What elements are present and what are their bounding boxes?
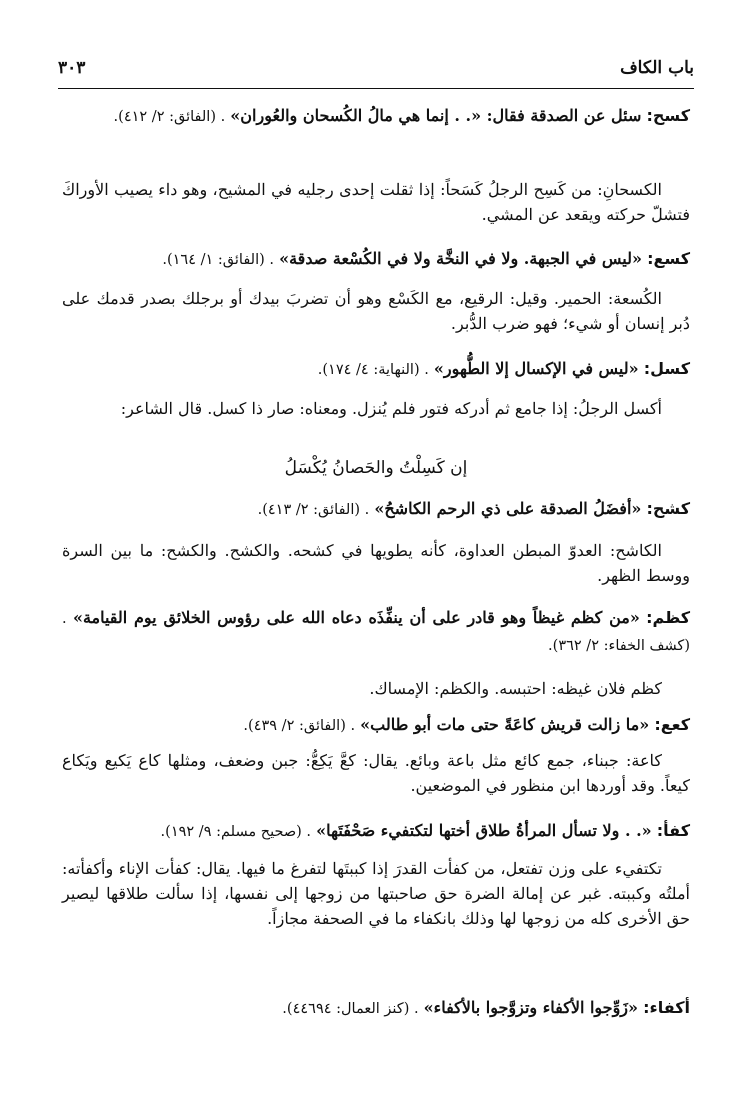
entry-akfaa xyxy=(62,995,690,1022)
entry-source: . (كشف الخفاء: ٢/ ٣٦٢). xyxy=(62,611,690,654)
entry-headword: كسع: xyxy=(647,249,690,268)
entry-source: . (الفائق: ١/ ١٦٤). xyxy=(162,252,274,268)
entry-quote: سئل عن الصدقة فقال: «. . إنما هي مالُ الكُسحان والعُوران» xyxy=(230,106,642,125)
entry-source: . (الفائق: ٢/ ٤٣٩). xyxy=(243,718,356,734)
entry-source: . (الفائق: ٢/ ٤١٣). xyxy=(257,502,370,518)
entry-kaaa xyxy=(62,712,690,739)
entry-source: . (كنز العمال: ٤٤٦٩٤). xyxy=(282,1001,419,1017)
entry-quote: «ليس في الجبهة. ولا في النخَّة ولا في الكُسْعة صدقة» xyxy=(279,249,642,268)
entry-explanation: الكاشح: العدوّ المبطن العداوة، كأنه يطويها في كشحه. والكشح. والكشح: ما بين السرة ووسط الظهر. xyxy=(62,541,690,585)
entry-kasaa xyxy=(62,246,690,273)
page-header xyxy=(58,54,694,84)
entry-kafaa xyxy=(62,818,690,845)
entry-explanation: الكُسعة: الحمير. وقيل: الرقيع، مع الكَسْع وهو أن تضربَ بيدك أو برجلك بصدر قدمك على دُبر إنسان أو شيء؛ فهو ضرب الدُّبر. xyxy=(62,289,690,333)
header-divider xyxy=(58,88,694,89)
entry-headword: كظم: xyxy=(646,608,690,627)
entry-explanation: كاعة: جبناء، جمع كائع مثل باعة وبائع. يقال: كعَّ يَكِعُّ: جبن وضعف، ومثلها كاع يَكيع ويَكاع كيعاً. وقد أوردها ابن منظور في الموضعين. xyxy=(62,751,690,795)
entry-kasila xyxy=(62,356,690,383)
entry-headword: كسل: xyxy=(643,359,690,378)
entry-quote: «ما زالت قريش كاعَةً حتى مات أبو طالب» xyxy=(360,715,650,734)
entry-source: . (الفائق: ٢/ ٤١٢). xyxy=(113,109,226,125)
chapter-title: باب الكاف xyxy=(620,58,694,78)
entry-quote: «زَوِّجوا الأكفاء وتزوَّجوا بالأكفاء» xyxy=(423,998,639,1017)
entry-quote: «أفضَلُ الصدقة على ذي الرحم الكاشحُ» xyxy=(374,499,642,518)
entry-explanation: تكتفيء على وزن تفتعل، من كفأت القدرَ إذا كببتَها لتفرغ ما فيها. يقال: كفأت الإناء وأكفأته: أملتُه وكببته. غبر عن إمالة الضرة حق صاحبتها من زوجها إلى نفسها، إذا سألت طلاقها ليصير حق الأخرى كله من زوجها لها وذلك بانكفاء ما في الصحفة مجازاً. xyxy=(62,859,690,928)
poetry-verse: إن كَسِلْتُ والحَصانُ يُكْسَلُ xyxy=(284,458,468,478)
entry-quote: «من كظم غيظاً وهو قادر على أن ينفِّذَه دعاه الله على رؤوس الخلائق يوم القيامة» xyxy=(72,608,640,627)
entry-source: . (صحيح مسلم: ٩/ ١٩٢). xyxy=(160,824,312,840)
entry-headword: كفأ: xyxy=(656,821,690,840)
entry-source: . (النهاية: ٤/ ١٧٤). xyxy=(317,362,429,378)
page-number: ٣٠٣ xyxy=(58,58,86,78)
entry-kazama xyxy=(62,605,690,659)
entry-kasaha xyxy=(62,103,690,130)
entry-quote: «. . ولا تسأل المرأةُ طلاق أختها لتكتفيء صَحْفَتَها» xyxy=(316,821,652,840)
entry-quote: «ليس في الإكسال إلا الطُّهور» xyxy=(433,359,639,378)
entry-headword: كشح: xyxy=(646,499,690,518)
entry-explanation: الكسحانِ: من كَسِح الرجلُ كَسَحاً: إذا ثقلت إحدى رجليه في المشيح، وهو داء يصيب الأوراكَ فتشلّ حركته ويقعد عن المشي. xyxy=(62,180,690,224)
entry-headword: أكفاء: xyxy=(643,998,690,1017)
entry-explanation: كظم فلان غيظه: احتبسه. والكظم: الإمساك. xyxy=(369,679,662,698)
entry-headword: كسح: xyxy=(646,106,690,125)
entry-headword: كعع: xyxy=(654,715,690,734)
entry-explanation: أكسل الرجلُ: إذا جامع ثم أدركه فتور فلم يُنزل. ومعناه: صار ذا كسل. قال الشاعر: xyxy=(120,399,662,418)
entry-kashaha xyxy=(62,496,690,523)
